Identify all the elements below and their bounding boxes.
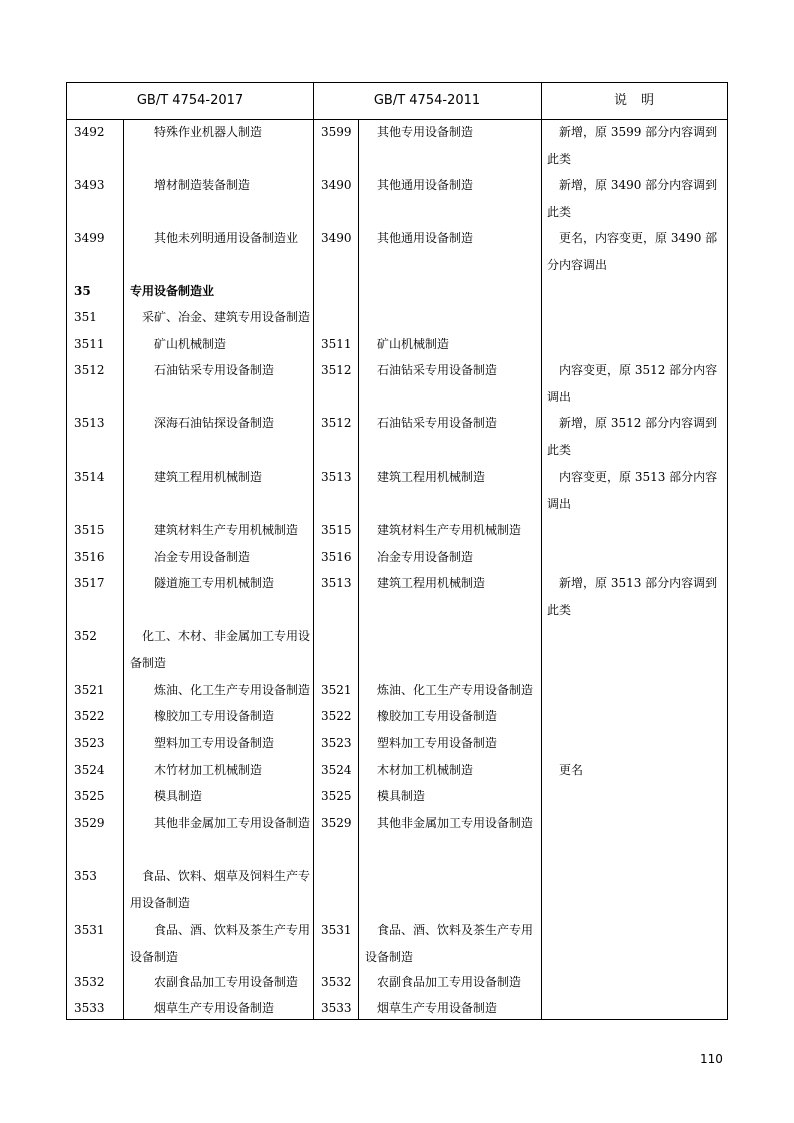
- new-code: 3492: [74, 125, 105, 139]
- old-code: 3531: [321, 923, 352, 937]
- old-name: 建筑工程用机械制造: [377, 576, 486, 590]
- old-name: 其他通用设备制造: [377, 231, 474, 245]
- new-name: 炼油、化工生产专用设备制造: [154, 683, 311, 697]
- new-name: 隧道施工专用机械制造: [154, 576, 275, 590]
- new-code: 3524: [74, 763, 105, 777]
- old-name: 石油钻采专用设备制造: [377, 416, 498, 430]
- new-code: 3525: [74, 789, 105, 803]
- new-name: 冶金专用设备制造: [154, 550, 251, 564]
- old-name: 其他非金属加工专用设备制造: [377, 816, 534, 830]
- header-old-standard: GB/T 4754-2011: [373, 93, 481, 108]
- old-code: 3490: [321, 178, 352, 192]
- new-code: 3533: [74, 1001, 105, 1015]
- new-name: 矿山机械制造: [154, 337, 227, 351]
- old-code: 3490: [321, 231, 352, 245]
- comparison-table: [66, 82, 728, 1020]
- new-name: 特殊作业机器人制造: [154, 125, 263, 139]
- new-code: 3523: [74, 736, 105, 750]
- old-name: 冶金专用设备制造: [377, 550, 474, 564]
- new-name: 采矿、冶金、建筑专用设备制造: [142, 310, 311, 324]
- old-code: 3523: [321, 736, 352, 750]
- old-code: 3521: [321, 683, 352, 697]
- old-name: 烟草生产专用设备制造: [377, 1001, 498, 1015]
- old-name: 炼油、化工生产专用设备制造: [377, 683, 534, 697]
- new-code: 351: [74, 310, 97, 324]
- note: 新增，原 3599 部分内容调到此类: [547, 125, 718, 166]
- old-name: 其他通用设备制造: [377, 178, 474, 192]
- new-name: 建筑工程用机械制造: [154, 470, 263, 484]
- new-name: 木竹材加工机械制造: [154, 763, 263, 777]
- old-code: 3533: [321, 1001, 352, 1015]
- note: 新增，原 3513 部分内容调到此类: [547, 576, 718, 617]
- new-code: 3514: [74, 470, 105, 484]
- new-name: 塑料加工专用设备制造: [154, 736, 275, 750]
- new-name: 其他非金属加工专用设备制造: [154, 816, 311, 830]
- note: 更名，内容变更，原 3490 部分内容调出: [547, 231, 718, 272]
- old-name: 建筑材料生产专用机械制造: [377, 523, 522, 537]
- new-name: 增材制造装备制造: [154, 178, 251, 192]
- new-code: 3522: [74, 709, 105, 723]
- new-code: 353: [74, 869, 97, 883]
- old-code: 3513: [321, 576, 352, 590]
- divider-note: [541, 83, 542, 1019]
- note: 更名: [559, 763, 584, 777]
- new-code: 3511: [74, 337, 105, 351]
- page-number: 110: [700, 1052, 723, 1066]
- new-code: 3493: [74, 178, 105, 192]
- new-code: 3521: [74, 683, 105, 697]
- old-code: 3522: [321, 709, 352, 723]
- old-code: 3525: [321, 789, 352, 803]
- old-code: 3512: [321, 363, 352, 377]
- new-code: 3516: [74, 550, 105, 564]
- note: 新增，原 3490 部分内容调到此类: [547, 178, 718, 219]
- old-name: 橡胶加工专用设备制造: [377, 709, 498, 723]
- old-name: 矿山机械制造: [377, 337, 450, 351]
- new-code: 352: [74, 629, 97, 643]
- new-code: 3529: [74, 816, 105, 830]
- divider-old-code: [358, 119, 359, 1019]
- note: 内容变更，原 3513 部分内容调出: [547, 470, 718, 511]
- old-code: 3599: [321, 125, 352, 139]
- note: 新增，原 3512 部分内容调到此类: [547, 416, 718, 457]
- new-name: 模具制造: [154, 789, 203, 803]
- new-name: 烟草生产专用设备制造: [154, 1001, 275, 1015]
- old-name: 农副食品加工专用设备制造: [377, 975, 522, 989]
- new-code: 3532: [74, 975, 105, 989]
- new-code: 3531: [74, 923, 105, 937]
- old-name: 石油钻采专用设备制造: [377, 363, 498, 377]
- old-code: 3524: [321, 763, 352, 777]
- old-code: 3511: [321, 337, 352, 351]
- divider-standards: [313, 83, 314, 1019]
- new-code: 3515: [74, 523, 105, 537]
- old-code: 3513: [321, 470, 352, 484]
- old-code: 3532: [321, 975, 352, 989]
- new-name: 建筑材料生产专用机械制造: [154, 523, 299, 537]
- old-name: 其他专用设备制造: [377, 125, 474, 139]
- old-code: 3515: [321, 523, 352, 537]
- old-name: 模具制造: [377, 789, 426, 803]
- header-note: 说明: [613, 93, 668, 108]
- new-code: 3517: [74, 576, 105, 590]
- old-code: 3529: [321, 816, 352, 830]
- old-name: 食品、酒、饮料及茶生产专用设备制造: [365, 923, 534, 964]
- new-name: 其他未列明通用设备制造业: [154, 231, 299, 245]
- new-name: 专用设备制造业: [130, 284, 215, 298]
- new-name: 石油钻采专用设备制造: [154, 363, 275, 377]
- new-name: 化工、木材、非金属加工专用设备制造: [130, 629, 311, 670]
- new-name: 农副食品加工专用设备制造: [154, 975, 299, 989]
- note: 内容变更，原 3512 部分内容调出: [547, 363, 718, 404]
- old-code: 3512: [321, 416, 352, 430]
- new-code: 35: [74, 284, 91, 298]
- old-name: 建筑工程用机械制造: [377, 470, 486, 484]
- new-code: 3499: [74, 231, 105, 245]
- new-name: 食品、酒、饮料及茶生产专用设备制造: [130, 923, 311, 964]
- new-name: 食品、饮料、烟草及饲料生产专用设备制造: [130, 869, 311, 910]
- header-new-standard: GB/T 4754-2017: [136, 93, 244, 108]
- new-name: 深海石油钻探设备制造: [154, 416, 275, 430]
- new-name: 橡胶加工专用设备制造: [154, 709, 275, 723]
- new-code: 3512: [74, 363, 105, 377]
- old-code: 3516: [321, 550, 352, 564]
- old-name: 木材加工机械制造: [377, 763, 474, 777]
- new-code: 3513: [74, 416, 105, 430]
- old-name: 塑料加工专用设备制造: [377, 736, 498, 750]
